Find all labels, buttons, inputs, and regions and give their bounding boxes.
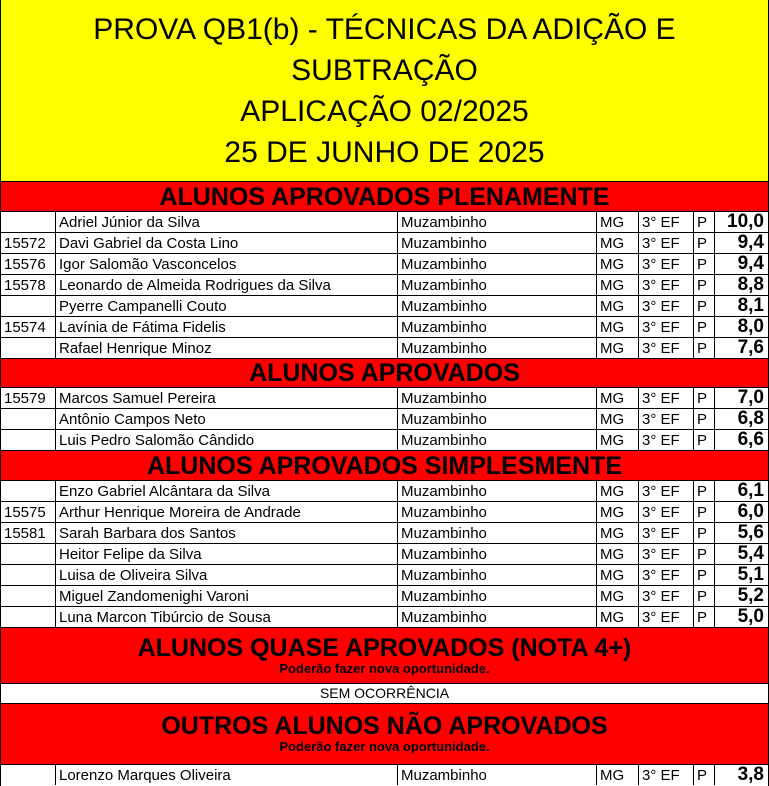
student-name: Lorenzo Marques Oliveira [56,765,398,785]
student-id: 15574 [1,317,56,337]
student-state: MG [597,296,639,316]
student-id [1,565,56,585]
table-row [1,585,768,606]
student-score: 5,0 [737,607,764,627]
student-type: P [694,430,715,450]
student-city: Muzambinho [398,586,597,606]
student-name: Leonardo de Almeida Rodrigues da Silva [56,275,398,295]
section-title: ALUNOS QUASE APROVADOS (NOTA 4+) [137,633,632,662]
table-row [1,543,768,564]
student-type: P [694,544,715,564]
header-line-2: SUBTRAÇÃO [291,53,478,87]
student-name: Lavínia de Fátima Fidelis [56,317,398,337]
student-id [1,586,56,606]
student-state: MG [597,523,639,543]
student-score: 8,1 [737,296,764,316]
student-grade: 3° EF [639,388,694,408]
table-row [1,522,768,543]
student-id: 15581 [1,523,56,543]
student-grade: 3° EF [639,409,694,429]
student-name: Miguel Zandomenighi Varoni [56,586,398,606]
section-header-aprovados [1,358,768,387]
student-name: Luis Pedro Salomão Cândido [56,430,398,450]
table-row [1,295,768,316]
student-score: 8,0 [737,317,764,337]
student-grade: 3° EF [639,544,694,564]
student-id [1,430,56,450]
table-plenamente [1,211,768,358]
student-city: Muzambinho [398,523,597,543]
student-state: MG [597,233,639,253]
student-city: Muzambinho [398,565,597,585]
table-row [1,480,768,501]
student-city: Muzambinho [398,409,597,429]
student-id: 15572 [1,233,56,253]
student-city: Muzambinho [398,607,597,627]
student-grade: 3° EF [639,586,694,606]
table-row [1,253,768,274]
table-row [1,232,768,253]
table-row [1,316,768,337]
section-header-quase [1,627,768,683]
student-state: MG [597,338,639,358]
student-city: Muzambinho [398,430,597,450]
student-state: MG [597,430,639,450]
student-grade: 3° EF [639,523,694,543]
student-score: 5,2 [737,586,764,606]
table-row [1,564,768,585]
student-type: P [694,317,715,337]
student-name: Luna Marcon Tibúrcio de Sousa [56,607,398,627]
student-score: 7,0 [737,388,764,408]
student-id: 15579 [1,388,56,408]
student-name: Davi Gabriel da Costa Lino [56,233,398,253]
header-banner [1,0,768,181]
student-score: 10,0 [727,212,764,232]
section-title: OUTROS ALUNOS NÃO APROVADOS [161,712,608,740]
student-state: MG [597,317,639,337]
student-type: P [694,765,715,785]
student-city: Muzambinho [398,212,597,232]
student-type: P [694,565,715,585]
header-line-3: APLICAÇÃO 02/2025 [240,94,529,128]
student-type: P [694,275,715,295]
student-state: MG [597,481,639,501]
student-type: P [694,338,715,358]
student-name: Pyerre Campanelli Couto [56,296,398,316]
student-state: MG [597,409,639,429]
student-score: 6,6 [737,430,764,450]
student-name: Heitor Felipe da Silva [56,544,398,564]
student-state: MG [597,388,639,408]
table-row [1,274,768,295]
student-grade: 3° EF [639,481,694,501]
table-row [1,408,768,429]
student-grade: 3° EF [639,430,694,450]
student-id [1,481,56,501]
table-simplesmente [1,480,768,627]
student-name: Enzo Gabriel Alcântara da Silva [56,481,398,501]
student-type: P [694,212,715,232]
student-type: P [694,481,715,501]
table-aprovados [1,387,768,450]
student-name: Luisa de Oliveira Silva [56,565,398,585]
student-score: 6,0 [737,502,764,522]
student-score: 6,8 [737,409,764,429]
student-state: MG [597,254,639,274]
student-grade: 3° EF [639,317,694,337]
section-title: ALUNOS APROVADOS PLENAMENTE [159,182,610,211]
student-city: Muzambinho [398,481,597,501]
student-id [1,338,56,358]
section-header-outros [1,703,768,764]
student-id [1,409,56,429]
student-state: MG [597,502,639,522]
student-state: MG [597,565,639,585]
student-city: Muzambinho [398,544,597,564]
student-score: 5,1 [737,565,764,585]
student-city: Muzambinho [398,388,597,408]
student-score: 6,1 [737,481,764,501]
student-name: Igor Salomão Vasconcelos [56,254,398,274]
student-name: Adriel Júnior da Silva [56,212,398,232]
section-header-simplesmente [1,450,768,480]
student-state: MG [597,275,639,295]
no-occurrence-text: SEM OCORRÊNCIA [1,683,768,703]
student-type: P [694,607,715,627]
header-line-1: PROVA QB1(b) - TÉCNICAS DA ADIÇÃO E [93,12,676,46]
student-name: Antônio Campos Neto [56,409,398,429]
student-city: Muzambinho [398,502,597,522]
student-id: 15575 [1,502,56,522]
student-grade: 3° EF [639,338,694,358]
student-score: 9,4 [737,233,764,253]
student-city: Muzambinho [398,254,597,274]
student-name: Sarah Barbara dos Santos [56,523,398,543]
table-outros [1,764,768,785]
section-subtitle: Poderão fazer nova oportunidade. [279,739,490,754]
student-id [1,765,56,785]
student-state: MG [597,586,639,606]
student-id [1,607,56,627]
student-state: MG [597,212,639,232]
section-header-plenamente [1,181,768,211]
section-title: ALUNOS APROVADOS [249,359,520,387]
student-grade: 3° EF [639,565,694,585]
student-id: 15578 [1,275,56,295]
student-grade: 3° EF [639,212,694,232]
student-grade: 3° EF [639,607,694,627]
header-line-4: 25 DE JUNHO DE 2025 [224,135,545,169]
student-type: P [694,409,715,429]
student-grade: 3° EF [639,765,694,785]
student-type: P [694,254,715,274]
student-city: Muzambinho [398,765,597,785]
student-grade: 3° EF [639,275,694,295]
student-score: 5,6 [737,523,764,543]
student-id [1,296,56,316]
table-row [1,211,768,232]
student-grade: 3° EF [639,296,694,316]
student-score: 5,4 [737,544,764,564]
student-state: MG [597,765,639,785]
student-state: MG [597,544,639,564]
student-id [1,544,56,564]
student-name: Rafael Henrique Minoz [56,338,398,358]
student-id [1,212,56,232]
student-city: Muzambinho [398,233,597,253]
section-title: ALUNOS APROVADOS SIMPLESMENTE [146,451,623,480]
table-row [1,387,768,408]
student-type: P [694,523,715,543]
table-row [1,501,768,522]
student-score: 8,8 [737,275,764,295]
student-grade: 3° EF [639,502,694,522]
section-subtitle: Poderão fazer nova oportunidade. [279,660,490,676]
student-city: Muzambinho [398,296,597,316]
student-name: Arthur Henrique Moreira de Andrade [56,502,398,522]
student-score: 3,8 [737,765,764,785]
student-name: Marcos Samuel Pereira [56,388,398,408]
student-city: Muzambinho [398,317,597,337]
student-score: 9,4 [737,254,764,274]
student-type: P [694,388,715,408]
student-id: 15576 [1,254,56,274]
student-grade: 3° EF [639,254,694,274]
student-grade: 3° EF [639,233,694,253]
student-type: P [694,233,715,253]
table-row [1,337,768,358]
student-city: Muzambinho [398,338,597,358]
student-score: 7,6 [737,338,764,358]
student-type: P [694,296,715,316]
student-type: P [694,502,715,522]
table-row [1,764,768,785]
student-city: Muzambinho [398,275,597,295]
table-row [1,606,768,627]
student-state: MG [597,607,639,627]
table-row [1,429,768,450]
student-type: P [694,586,715,606]
